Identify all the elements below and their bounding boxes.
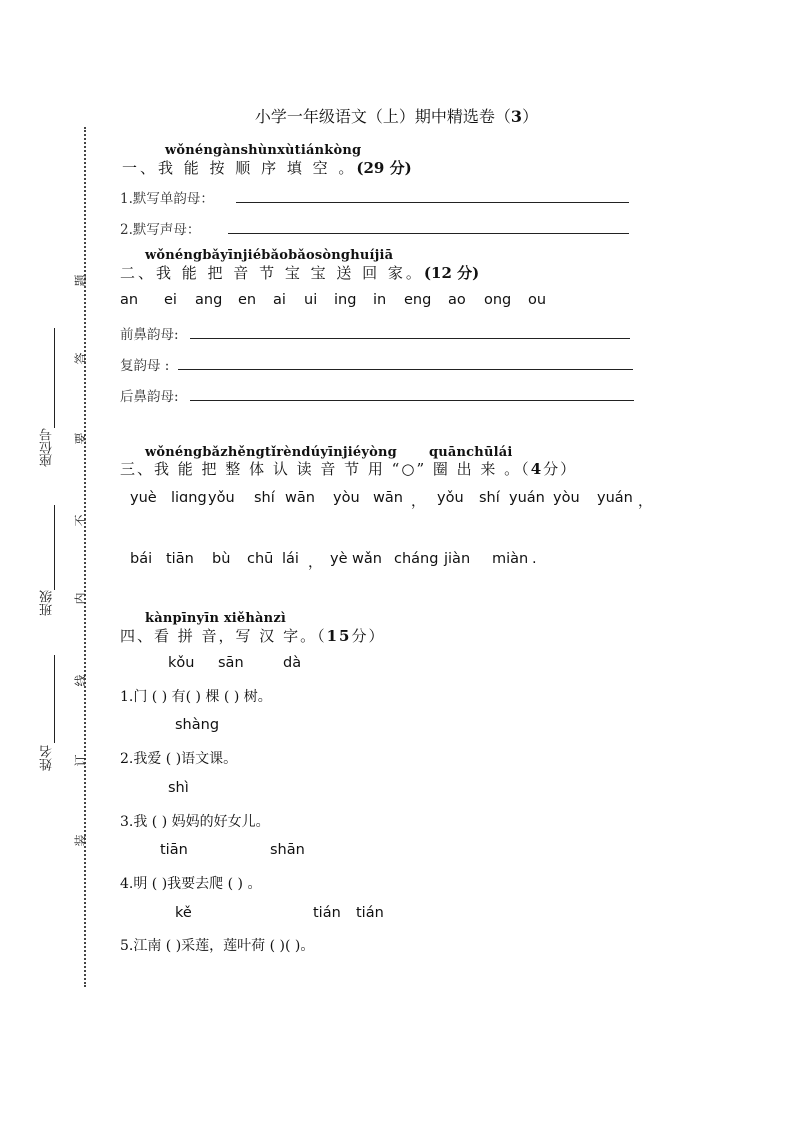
item2-question[interactable]: 2.我爱 ( )语文课。: [120, 751, 238, 767]
s3-word[interactable]: yè: [330, 551, 348, 567]
s3-word[interactable]: bù: [212, 551, 231, 567]
final-ou: ou: [528, 292, 547, 308]
margin-char-nei: 内: [73, 592, 88, 605]
s3-word[interactable]: shí: [479, 490, 500, 506]
sec3-pinyin: wǒnéngbǎzhěngtǐrèndúyīnjiéyòng quānchūlái: [145, 445, 513, 460]
s3-word[interactable]: yǒu: [208, 490, 235, 506]
s3-word[interactable]: yuán: [509, 490, 545, 506]
seat-number-line[interactable]: [54, 328, 55, 428]
sec2-title: 二、我 能 把 音 节 宝 宝 送 回 家。(12 分): [120, 264, 480, 282]
final-ao: ao: [448, 292, 466, 308]
class-label: 班级: [40, 590, 55, 616]
s3-comma: ，: [411, 494, 426, 510]
s3-word[interactable]: liɑng: [171, 490, 207, 506]
s3-word[interactable]: cháng: [394, 551, 439, 567]
sec1-pinyin: wǒnéngànshùnxùtiánkòng: [165, 143, 362, 158]
final-ai: ai: [273, 292, 286, 308]
class-line[interactable]: [54, 505, 55, 590]
item1-question[interactable]: 1.门 ( ) 有( ) 棵 ( ) 树。: [120, 689, 272, 705]
compound-final-label: 复韵母 :: [120, 358, 170, 374]
final-ang: ang: [195, 292, 223, 308]
item1-pinyin: dà: [283, 655, 302, 671]
s3-word[interactable]: yòu: [333, 490, 360, 506]
sec2-pinyin: wǒnéngbǎyīnjiébǎobǎosònghuíjiā: [145, 248, 394, 263]
margin-char-ti: 题: [73, 274, 88, 287]
item5-pinyin: tián: [356, 905, 384, 921]
item3-pinyin: shì: [168, 780, 189, 796]
compound-final-line[interactable]: [178, 369, 633, 370]
margin-char-da: 答: [73, 352, 88, 365]
s3-word[interactable]: lái: [282, 551, 299, 567]
margin-char-yao: 要: [73, 432, 88, 445]
final-eng: eng: [404, 292, 432, 308]
s3-comma: ，: [308, 555, 323, 571]
margin-char-zhuang: 装: [73, 834, 88, 847]
s3-word[interactable]: wān: [373, 490, 403, 506]
final-en: en: [238, 292, 257, 308]
front-nasal-label: 前鼻韵母:: [120, 327, 179, 343]
sec4-pinyin: kànpīnyīn xiěhànzì: [145, 611, 287, 626]
sec1-title: 一、我 能 按 顺 序 填 空 。(29 分): [122, 159, 412, 177]
q1-answer-line[interactable]: [236, 202, 629, 203]
q2-label: 2.默写声母：: [120, 222, 201, 238]
q1-label: 1.默写单韵母：: [120, 191, 214, 207]
s3-word[interactable]: yuè: [130, 490, 157, 506]
s3-word[interactable]: shí: [254, 490, 275, 506]
s3-word[interactable]: jiàn: [444, 551, 471, 567]
item3-question[interactable]: 3.我 ( ) 妈妈的好女儿。: [120, 814, 270, 830]
margin-char-bu: 不: [73, 514, 88, 527]
final-an: an: [120, 292, 139, 308]
item5-pinyin: kě: [175, 905, 192, 921]
front-nasal-line[interactable]: [190, 338, 630, 339]
s3-period: .: [532, 551, 537, 567]
item4-pinyin: tiān: [160, 842, 188, 858]
s3-word[interactable]: bái: [130, 551, 153, 567]
final-ei: ei: [164, 292, 177, 308]
item1-pinyin: sān: [218, 655, 244, 671]
s3-word[interactable]: yǒu: [437, 490, 464, 506]
page-title: 小学一年级语文（上）期中精选卷（3）: [254, 107, 539, 126]
sec4-title: 四、看 拼 音，写 汉 字。（15分）: [120, 627, 386, 645]
back-nasal-label: 后鼻韵母:: [120, 389, 179, 405]
s3-word[interactable]: wǎn: [352, 551, 382, 567]
item5-question[interactable]: 5.江南 ( )采莲，莲叶荷 ( )( )。: [120, 938, 315, 954]
item4-question[interactable]: 4.明 ( )我要去爬 ( ) 。: [120, 876, 262, 892]
item4-pinyin: shān: [270, 842, 305, 858]
name-label: 姓名: [40, 745, 55, 771]
seat-number-label: 座位号: [40, 428, 55, 467]
s3-word[interactable]: wān: [285, 490, 315, 506]
s3-word[interactable]: yòu: [553, 490, 580, 506]
final-ing: ing: [334, 292, 357, 308]
margin-char-xian: 线: [73, 674, 88, 687]
final-ong: ong: [484, 292, 512, 308]
final-in: in: [373, 292, 387, 308]
binding-dotted-line: [84, 127, 86, 987]
s3-word[interactable]: miàn: [492, 551, 529, 567]
margin-char-ding: 订: [73, 754, 88, 767]
s3-word[interactable]: chū: [247, 551, 274, 567]
back-nasal-line[interactable]: [190, 400, 634, 401]
name-line[interactable]: [54, 655, 55, 743]
item5-pinyin: tián: [313, 905, 341, 921]
item1-pinyin: kǒu: [168, 655, 195, 671]
s3-comma: ，: [638, 494, 653, 510]
q2-answer-line[interactable]: [228, 233, 629, 234]
final-ui: ui: [304, 292, 318, 308]
s3-word[interactable]: tiān: [166, 551, 194, 567]
s3-word[interactable]: yuán: [597, 490, 633, 506]
item2-pinyin: shàng: [175, 717, 220, 733]
sec3-title: 三、我 能 把 整 体 认 读 音 节 用 “○” 圈 出 来 。（4分）: [120, 460, 578, 478]
